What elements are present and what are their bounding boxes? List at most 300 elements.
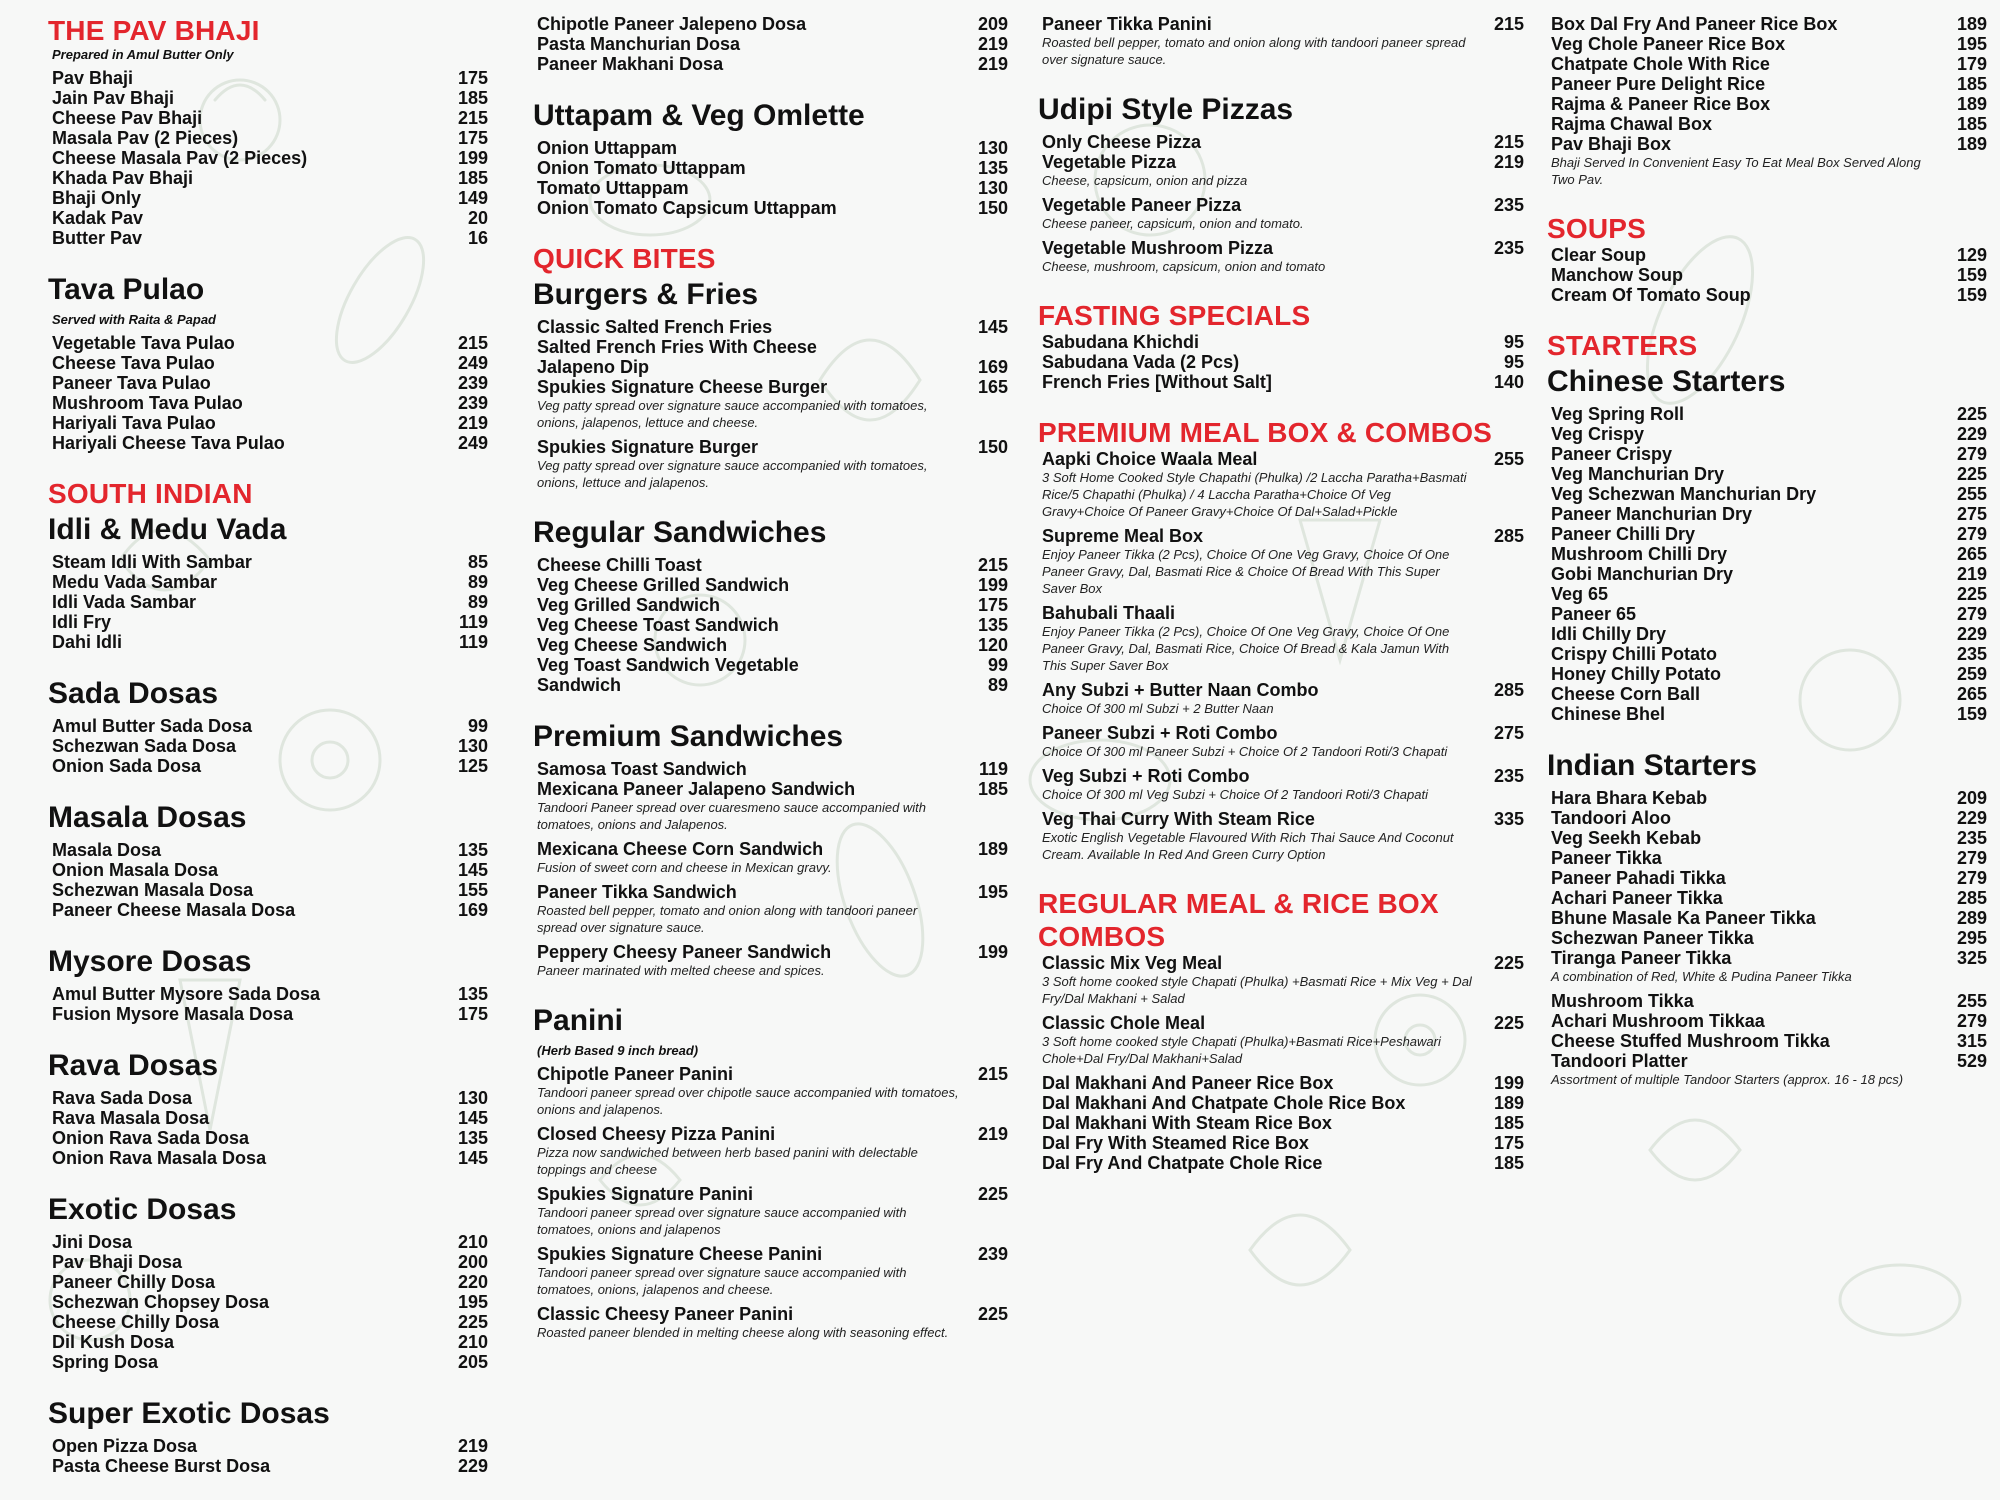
menu-item (1547, 624, 1987, 644)
item-name: Schezwan Sada Dosa (52, 736, 237, 756)
subsection-heading: Super Exotic Dosas (48, 1397, 330, 1430)
menu-item (1547, 604, 1987, 624)
item-description: Roasted bell pepper, tomato and onion along with tandoori paneer spread over signature sauce. (537, 903, 918, 935)
menu-item (533, 1304, 1008, 1324)
menu-item (1038, 603, 1524, 623)
item-name: Amul Butter Sada Dosa (52, 716, 253, 736)
menu-item (1547, 788, 1987, 808)
item-name: Classic Salted French Fries (537, 317, 773, 337)
item-price: 99 (987, 655, 1008, 675)
menu-item (1547, 564, 1987, 584)
menu-item (48, 592, 488, 612)
item-price: 89 (467, 592, 488, 612)
menu-item (533, 779, 1008, 799)
menu-item (48, 1312, 488, 1332)
item-name: Paneer Tikka Sandwich (537, 882, 737, 902)
item-name: Pav Bhaji (52, 68, 134, 88)
menu-item (1038, 372, 1524, 392)
menu-item (1547, 644, 1987, 664)
item-name: Tandoori Aloo (1551, 808, 1671, 828)
subsection-heading: Uttapam & Veg Omlette (533, 99, 865, 132)
item-name: Medu Vada Sambar (52, 572, 218, 592)
menu-item (48, 188, 488, 208)
item-price: 85 (467, 552, 488, 572)
item-price: 199 (977, 942, 1008, 962)
item-price: 135 (977, 158, 1008, 178)
item-price: 169 (457, 900, 488, 920)
menu-item (48, 632, 488, 652)
item-price: 229 (457, 1456, 488, 1476)
item-name: Veg Subzi + Roti Combo (1042, 766, 1250, 786)
item-name: Hariyali Tava Pulao (52, 413, 216, 433)
menu-item (48, 1352, 488, 1372)
item-price: 285 (1956, 888, 1987, 908)
item-price: 185 (1956, 74, 1987, 94)
item-name: Rajma Chawal Box (1551, 114, 1713, 134)
menu-item (533, 317, 1008, 337)
item-name: Sandwich (537, 675, 622, 695)
item-name: Veg Cheese Sandwich (537, 635, 728, 655)
menu-section (1547, 329, 1987, 724)
item-name: Only Cheese Pizza (1042, 132, 1202, 152)
item-name: Schezwan Paneer Tikka (1551, 928, 1754, 948)
item-name: Fusion Mysore Masala Dosa (52, 1004, 294, 1024)
item-price: 149 (457, 188, 488, 208)
item-price: 120 (977, 635, 1008, 655)
menu-section (48, 14, 488, 248)
item-name: Hariyali Cheese Tava Pulao (52, 433, 285, 453)
item-name: Veg Thai Curry With Steam Rice (1042, 809, 1315, 829)
item-name: Schezwan Masala Dosa (52, 880, 254, 900)
item-price: 175 (1493, 1133, 1524, 1153)
menu-section (533, 242, 1008, 491)
menu-section (48, 272, 488, 453)
section-note: Prepared in Amul Butter Only (52, 47, 234, 62)
item-description: Cheese, capsicum, onion and pizza (1042, 173, 1248, 188)
menu-item (48, 612, 488, 632)
subsection-heading: Idli & Medu Vada (48, 513, 287, 546)
menu-item (48, 900, 488, 920)
item-name: Spukies Signature Burger (537, 437, 759, 457)
item-name: Sabudana Vada (2 Pcs) (1042, 352, 1240, 372)
menu-item (48, 984, 488, 1004)
item-description: Pizza now sandwiched between herb based panini with delectable toppings and cheese (537, 1145, 918, 1177)
item-name: Sabudana Khichdi (1042, 332, 1200, 352)
menu-item (1547, 888, 1987, 908)
menu-item (1547, 828, 1987, 848)
item-name: Veg Seekh Kebab (1551, 828, 1702, 848)
item-price: 219 (1493, 152, 1524, 172)
item-name: Paneer Cheese Masala Dosa (52, 900, 296, 920)
menu-item (1038, 1113, 1524, 1133)
menu-item (48, 1004, 488, 1024)
menu-item (48, 393, 488, 413)
menu-item (533, 839, 1008, 859)
item-name: Kadak Pav (52, 208, 144, 228)
item-price: 175 (457, 1004, 488, 1024)
item-name: Achari Mushroom Tikkaa (1551, 1011, 1765, 1031)
subsection-heading: Chinese Starters (1547, 365, 1786, 398)
menu-section (533, 1003, 1008, 1341)
menu-item (1547, 928, 1987, 948)
item-name: Paneer 65 (1551, 604, 1637, 624)
item-price: 249 (457, 433, 488, 453)
item-name: Dal Fry With Steamed Rice Box (1042, 1133, 1309, 1153)
item-price: 189 (1493, 1093, 1524, 1113)
menu-item (1038, 332, 1524, 352)
menu-item (1547, 404, 1987, 424)
item-name: Mexicana Cheese Corn Sandwich (537, 839, 824, 859)
menu-item (48, 840, 488, 860)
menu-item (48, 1148, 488, 1168)
menu-item (1547, 424, 1987, 444)
item-name: Cream Of Tomato Soup (1551, 285, 1751, 305)
menu-item (533, 158, 1008, 178)
item-price: 145 (457, 1148, 488, 1168)
category-heading: QUICK BITES (533, 243, 716, 274)
item-price: 175 (977, 595, 1008, 615)
menu-item (48, 1272, 488, 1292)
menu-item (1038, 132, 1524, 152)
item-name: Cheese Masala Pav (2 Pieces) (52, 148, 308, 168)
item-price: 279 (1956, 868, 1987, 888)
item-name: Box Dal Fry And Paneer Rice Box (1551, 14, 1838, 34)
menu-item (48, 572, 488, 592)
item-price: 20 (467, 208, 488, 228)
item-name: Achari Paneer Tikka (1551, 888, 1723, 908)
menu-item (1547, 1051, 1987, 1071)
item-name: Spukies Signature Panini (537, 1184, 754, 1204)
menu-item (1547, 664, 1987, 684)
menu-item (1038, 195, 1524, 215)
item-price: 285 (1493, 526, 1524, 546)
item-name: Honey Chilly Potato (1551, 664, 1722, 684)
item-name: Masala Pav (2 Pieces) (52, 128, 239, 148)
menu-section (48, 1396, 488, 1476)
item-description: Enjoy Paneer Tikka (2 Pcs), Choice Of One Veg Gravy, Choice Of One Paneer Gravy, Dal, Basmati Rice, Choice Of Bread & Kala Jamun With This Super Saver Box (1042, 624, 1450, 673)
menu-item (48, 736, 488, 756)
item-price: 275 (1956, 504, 1987, 524)
item-name: Chipotle Paneer Jalepeno Dosa (537, 14, 807, 34)
menu-section (533, 14, 1008, 74)
menu-item (48, 433, 488, 453)
item-price: 95 (1503, 352, 1524, 372)
menu-section (1038, 887, 1524, 1173)
item-price: 335 (1493, 809, 1524, 829)
menu-item (1038, 766, 1524, 786)
menu-item (1547, 1031, 1987, 1051)
menu-item (48, 880, 488, 900)
item-price: 145 (457, 860, 488, 880)
item-description: A combination of Red, White & Pudina Paneer Tikka (1551, 969, 1852, 984)
item-price: 265 (1956, 684, 1987, 704)
item-name: Hara Bhara Kebab (1551, 788, 1708, 808)
item-price: 239 (457, 393, 488, 413)
item-name: Clear Soup (1551, 245, 1647, 265)
menu-item (1547, 584, 1987, 604)
item-name: Any Subzi + Butter Naan Combo (1042, 680, 1319, 700)
item-description: Roasted paneer blended in melting cheese along with seasoning effect. (537, 1325, 949, 1340)
menu-item (1547, 285, 1987, 305)
menu-section (1547, 212, 1987, 305)
item-price: 279 (1956, 524, 1987, 544)
item-name: Dal Fry And Chatpate Chole Rice (1042, 1153, 1323, 1173)
item-price: 529 (1956, 1051, 1987, 1071)
item-name: Jini Dosa (52, 1232, 133, 1252)
menu-item (1547, 74, 1987, 94)
item-price: 135 (977, 615, 1008, 635)
menu-item (48, 860, 488, 880)
item-name: Veg Schezwan Manchurian Dry (1551, 484, 1817, 504)
item-price: 165 (977, 377, 1008, 397)
item-price: 235 (1956, 644, 1987, 664)
menu-item (1547, 868, 1987, 888)
item-price: 89 (467, 572, 488, 592)
item-name: Steam Idli With Sambar (52, 552, 252, 572)
item-name: Bahubali Thaali (1042, 603, 1176, 623)
item-price: 219 (977, 54, 1008, 74)
item-name: Mexicana Paneer Jalapeno Sandwich (537, 779, 856, 799)
item-price: 315 (1956, 1031, 1987, 1051)
item-name: Samosa Toast Sandwich (537, 759, 747, 779)
menu-item (48, 1292, 488, 1312)
subsection-heading: Premium Sandwiches (533, 720, 844, 753)
item-description: Choice Of 300 ml Paneer Subzi + Choice Of 2 Tandoori Roti/3 Chapati (1042, 744, 1448, 759)
item-price: 215 (1493, 14, 1524, 34)
item-price: 95 (1503, 332, 1524, 352)
item-price: 225 (1493, 953, 1524, 973)
item-name: Cheese Pav Bhaji (52, 108, 203, 128)
item-name: Classic Mix Veg Meal (1042, 953, 1223, 973)
item-price: 119 (458, 612, 488, 632)
menu-item (533, 635, 1008, 655)
item-name: Vegetable Mushroom Pizza (1042, 238, 1274, 258)
item-name: Veg 65 (1551, 584, 1609, 604)
item-price: 215 (457, 108, 488, 128)
item-name: Veg Cheese Toast Sandwich (537, 615, 779, 635)
item-name: Peppery Cheesy Paneer Sandwich (537, 942, 832, 962)
item-price: 150 (977, 437, 1008, 457)
item-name: Schezwan Chopsey Dosa (52, 1292, 270, 1312)
menu-item (1547, 14, 1987, 34)
menu-item (48, 1088, 488, 1108)
item-name: Vegetable Pizza (1042, 152, 1177, 172)
item-name: Spring Dosa (52, 1352, 159, 1372)
menu-column-4 (1547, 14, 1987, 1112)
menu-item (533, 655, 1008, 675)
menu-item (48, 552, 488, 572)
item-name: Supreme Meal Box (1042, 526, 1204, 546)
menu-item (533, 138, 1008, 158)
menu-item (1547, 848, 1987, 868)
menu-item (533, 555, 1008, 575)
menu-item (1547, 245, 1987, 265)
item-description: Tandoori paneer spread over signature sauce accompanied with tomatoes, onions, jalapenos and cheese. (537, 1265, 907, 1297)
menu-item (533, 54, 1008, 74)
category-heading: FASTING SPECIALS (1038, 300, 1311, 331)
item-price: 210 (457, 1232, 488, 1252)
menu-item (48, 228, 488, 248)
item-name: Masala Dosa (52, 840, 162, 860)
item-price: 219 (1956, 564, 1987, 584)
item-description: 3 Soft Home Cooked Style Chapathi (Phulka) /2 Laccha Paratha+Basmati Rice/5 Chapathi (Phulka) / 4 Laccha Paratha+Choice Of Veg Gravy+Choice Of Paneer Gravy+Choice Of Dal+Salad+Pickle (1042, 470, 1467, 519)
menu-item (1038, 449, 1524, 469)
item-name: Paneer Chilly Dosa (52, 1272, 216, 1292)
item-name: Aapki Choice Waala Meal (1042, 449, 1258, 469)
category-heading: THE PAV BHAJI (48, 15, 260, 46)
item-name: Onion Tomato Uttappam (537, 158, 746, 178)
item-name: Classic Chole Meal (1042, 1013, 1206, 1033)
menu-item (533, 178, 1008, 198)
item-price: 239 (457, 373, 488, 393)
item-price: 205 (457, 1352, 488, 1372)
item-price: 215 (1493, 132, 1524, 152)
item-description: Paneer marinated with melted cheese and spices. (537, 963, 825, 978)
item-price: 229 (1956, 424, 1987, 444)
item-price: 209 (977, 14, 1008, 34)
menu-column-3 (1038, 14, 1524, 1197)
menu-item (1547, 134, 1987, 154)
menu-item (1547, 484, 1987, 504)
item-name: Cheese Corn Ball (1551, 684, 1701, 704)
menu-item (533, 595, 1008, 615)
item-description: Roasted bell pepper, tomato and onion along with tandoori paneer spread over signature sauce. (1042, 35, 1466, 67)
menu-item (48, 1108, 488, 1128)
menu-section (48, 1192, 488, 1372)
item-name: Onion Rava Masala Dosa (52, 1148, 267, 1168)
item-name: Dal Makhani And Paneer Rice Box (1042, 1073, 1334, 1093)
item-price: 229 (1956, 808, 1987, 828)
item-name: Chatpate Chole With Rice (1551, 54, 1770, 74)
menu-item (48, 208, 488, 228)
menu-section (1038, 299, 1524, 392)
item-name: Paneer Pure Delight Rice (1551, 74, 1766, 94)
menu-item (1547, 948, 1987, 968)
item-name: Dal Makhani And Chatpate Chole Rice Box (1042, 1093, 1406, 1113)
item-price: 235 (1493, 195, 1524, 215)
item-name: Spukies Signature Cheese Burger (537, 377, 828, 397)
item-description: Cheese paneer, capsicum, onion and tomato. (1042, 216, 1304, 231)
menu-item (1547, 524, 1987, 544)
menu-item (48, 1232, 488, 1252)
item-name: Cheese Chilli Toast (537, 555, 702, 575)
item-price: 295 (1956, 928, 1987, 948)
menu-section (1547, 748, 1987, 1088)
item-price: 189 (1956, 14, 1987, 34)
item-description: Tandoori paneer spread over signature sauce accompanied with tomatoes, onions and jalapenos (537, 1205, 907, 1237)
item-name: Mushroom Tikka (1551, 991, 1694, 1011)
item-name: Manchow Soup (1551, 265, 1683, 285)
item-description: Tandoori Paneer spread over cuaresmeno sauce accompanied with tomatoes, onions and Jalapenos. (537, 800, 927, 832)
item-name: Paneer Makhani Dosa (537, 54, 724, 74)
menu-section (1038, 416, 1524, 863)
item-name: Veg Crispy (1551, 424, 1645, 444)
item-name: Veg Grilled Sandwich (537, 595, 721, 615)
menu-item (1038, 1133, 1524, 1153)
item-name: Veg Manchurian Dry (1551, 464, 1725, 484)
item-price: 215 (457, 333, 488, 353)
item-name: Rava Sada Dosa (52, 1088, 193, 1108)
item-price: 215 (977, 1064, 1008, 1084)
item-price: 249 (457, 353, 488, 373)
item-price: 239 (977, 1244, 1008, 1264)
item-description: Bhaji Served In Convenient Easy To Eat Meal Box Served Along Two Pav. (1551, 155, 1921, 187)
item-price: 150 (977, 198, 1008, 218)
menu-item (533, 882, 1008, 902)
item-price: 185 (457, 88, 488, 108)
item-price: 225 (1956, 584, 1987, 604)
item-name: Idli Vada Sambar (52, 592, 197, 612)
item-price: 259 (1956, 664, 1987, 684)
item-name: Veg Toast Sandwich Vegetable (537, 655, 799, 675)
item-name: Veg Spring Roll (1551, 404, 1685, 424)
menu-item (533, 337, 1008, 357)
item-price: 225 (977, 1184, 1008, 1204)
menu-item (1038, 238, 1524, 258)
item-description: Exotic English Vegetable Flavoured With Rich Thai Sauce And Coconut Cream. Available In Red And Green Curry Option (1042, 830, 1454, 862)
subsection-heading: Udipi Style Pizzas (1038, 93, 1294, 126)
item-price: 219 (457, 1436, 488, 1456)
item-price: 255 (1956, 991, 1987, 1011)
item-name: Paneer Tikka Panini (1042, 14, 1212, 34)
subsection-heading: Regular Sandwiches (533, 516, 827, 549)
menu-item (1547, 54, 1987, 74)
item-description: Assortment of multiple Tandoor Starters (approx. 16 - 18 pcs) (1551, 1072, 1904, 1087)
item-name: Jain Pav Bhaji (52, 88, 175, 108)
item-name: Chipotle Paneer Panini (537, 1064, 734, 1084)
menu-item (1547, 265, 1987, 285)
item-name: Paneer Chilli Dry (1551, 524, 1696, 544)
menu-item (533, 1064, 1008, 1084)
menu-section (533, 515, 1008, 695)
item-description: Choice Of 300 ml Subzi + 2 Butter Naan (1042, 701, 1274, 716)
menu-item (48, 128, 488, 148)
item-description: Choice Of 300 ml Veg Subzi + Choice Of 2 Tandoori Roti/3 Chapati (1042, 787, 1429, 802)
item-name: Paneer Manchurian Dry (1551, 504, 1753, 524)
item-price: 145 (457, 1108, 488, 1128)
item-price: 215 (977, 555, 1008, 575)
item-price: 99 (467, 716, 488, 736)
menu-item (1547, 114, 1987, 134)
item-price: 289 (1956, 908, 1987, 928)
menu-item (48, 1128, 488, 1148)
item-name: Idli Fry (52, 612, 112, 632)
item-name: Spukies Signature Cheese Panini (537, 1244, 823, 1264)
item-name: Cheese Stuffed Mushroom Tikka (1551, 1031, 1830, 1051)
item-name: Mushroom Tava Pulao (52, 393, 243, 413)
menu-item (1038, 1093, 1524, 1113)
item-price: 175 (457, 128, 488, 148)
item-price: 275 (1493, 723, 1524, 743)
item-price: 175 (457, 68, 488, 88)
item-price: 185 (1493, 1153, 1524, 1173)
item-price: 155 (457, 880, 488, 900)
item-description: Veg patty spread over signature sauce accompanied with tomatoes, onions, lettuce and jalapenos. (537, 458, 928, 490)
menu-section (533, 719, 1008, 979)
item-name: Dal Makhani With Steam Rice Box (1042, 1113, 1332, 1133)
menu-item (1547, 704, 1987, 724)
menu-item (533, 14, 1008, 34)
item-price: 145 (977, 317, 1008, 337)
menu-item (533, 675, 1008, 695)
item-price: 255 (1956, 484, 1987, 504)
menu-item (48, 1252, 488, 1272)
item-description: Veg patty spread over signature sauce accompanied with tomatoes, onions, jalapenos, lettuce and cheese. (537, 398, 928, 430)
item-price: 135 (457, 840, 488, 860)
item-name: Onion Masala Dosa (52, 860, 219, 880)
menu-item (1547, 684, 1987, 704)
item-price: 210 (457, 1332, 488, 1352)
